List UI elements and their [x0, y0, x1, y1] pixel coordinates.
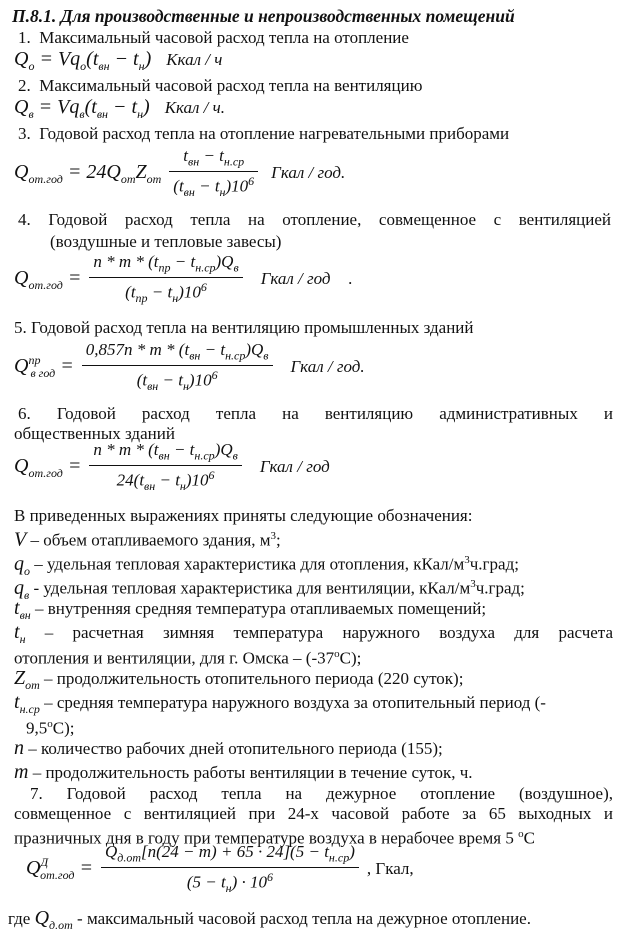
formula-3-unit: Гкал / год.	[271, 162, 346, 182]
formula-1: $Q_o = Vq_o(t_{вн} - t_н)$ Ккал / ч	[14, 48, 223, 73]
item-7-line-1: 7. Годовой расход тепла на дежурное отопление (воздушное),	[30, 784, 613, 803]
def-Zot: $Z_{от}$ – продолжительность отопительного периода (220 суток);	[14, 667, 464, 692]
item-2: 2. Максимальный часовой расход тепла на вентиляцию	[18, 76, 423, 95]
item-1: 1. Максимальный часовой расход тепла на отопление	[18, 28, 409, 47]
formula-3-fraction: $\frac{t_{вн} - t_{н.ср}}{(t_{вн} - t_н)10^6}$	[169, 146, 258, 200]
section-title: П.8.1. Для производственные и непроизводственных помещений	[12, 6, 515, 26]
item-5: 5. Годовой расход тепла на вентиляцию промышленных зданий	[14, 318, 474, 337]
formula-7-unit: , Гкал,	[366, 858, 414, 878]
formula-4-unit: Гкал / год	[260, 268, 331, 288]
def-tnsr-cont: $9,5^оС$);	[26, 718, 75, 738]
notation-intro: В приведенных выражениях приняты следующие обозначения:	[14, 506, 473, 525]
formula-7-fraction: $\frac{Q_{д.от}[n(24 - m) + 65 \cdot 24](5 - t_{н.ср})}{(5 - t_н) \cdot 10^6}$	[101, 842, 359, 896]
item-6-cont: общественных зданий	[14, 424, 175, 443]
formula-1-unit: Ккал / ч	[166, 50, 223, 69]
def-m: m – продолжительность работы вентиляции в течение суток, ч.	[14, 761, 473, 783]
formula-4-fraction: $\frac{n * m * (t_{пр} - t_{н.ср})Q_в}{(t_{пр} - t_н)10^6}$	[89, 252, 242, 306]
def-tvn: $t_{вн}$ – внутренняя средняя температура отапливаемых помещений;	[14, 597, 487, 622]
formula-4: $Q_{от.год}$ = $\frac{n * m * (t_{пр} - t_{н.ср})Q_в}{(t_{пр} - t_н)10^6}$ Гкал / год .	[14, 252, 353, 306]
item-7-line-3: празничных дня в году при температуре воздуха в нерабочее время 5 $^о$С	[14, 828, 535, 848]
item-4-cont: (воздушные и тепловые завесы)	[50, 232, 282, 251]
def-n: n – количество рабочих дней отопительного периода (155);	[14, 737, 443, 759]
formula-5: $Q^{пр}_{в год}$ = $\frac{0,857n * m * (t_{вн} - t_{н.ср})Q_в}{(t_{вн} - t_н)10^6}$ Гкал / год.	[14, 340, 365, 394]
def-tn-cont: отопления и вентиляции, для г. Омска – $(-37^оС)$;	[14, 648, 362, 668]
def-qv: $q_в$ - удельная тепловая характеристика для вентиляции, кКал/$м^3ч.град$;	[14, 576, 525, 602]
def-V: V – объем отапливаемого здания, $м^3$;	[14, 528, 281, 551]
formula-7: $Q^Д_{от.год}$ = $\frac{Q_{д.от}[n(24 - m) + 65 \cdot 24](5 - t_{н.ср})}{(5 - t_н) \cdot 10^6}$ , Гкал,	[26, 842, 414, 896]
formula-6-fraction: $\frac{n * m * (t_{вн} - t_{н.ср})Q_в}{24(t_{вн} - t_н)10^6}$	[89, 440, 242, 494]
def-tn: $t_н$ – расчетная зимняя температура наружного воздуха для расчета	[14, 621, 613, 646]
footer-note: где $Q_{д.от}$ - максимальный часовой расход тепла на дежурное отопление.	[8, 907, 531, 932]
item-4: 4. Годовой расход тепла на отопление, совмещенное с вентиляцией	[18, 210, 611, 229]
formula-2-unit: Ккал / ч.	[164, 98, 226, 117]
def-tnsr: $t_{н.ср}$ – средняя температура наружного воздуха за отопительный период (-	[14, 691, 546, 716]
item-7-line-2: совмещенное с вентиляцией при 24-х часовой работе за 65 выходных и	[14, 804, 613, 823]
formula-3: $Q_{от.год} = 24Q_{от}Z_{от}$ $\frac{t_{вн} - t_{н.ср}}{(t_{вн} - t_н)10^6}$ Гкал / год.	[14, 146, 346, 200]
formula-2: $Q_в = Vq_в(t_{вн} - t_н)$ Ккал / ч.	[14, 96, 226, 121]
def-qo: $q_о$ – удельная тепловая характеристика для отопления, кКал/$м^3ч.град$;	[14, 552, 519, 578]
formula-5-unit: Гкал / год.	[290, 356, 365, 376]
formula-6-unit: Гкал / год	[259, 456, 330, 476]
formula-5-fraction: $\frac{0,857n * m * (t_{вн} - t_{н.ср})Q_в}{(t_{вн} - t_н)10^6}$	[82, 340, 273, 394]
item-3: 3. Годовой расход тепла на отопление нагревательными приборами	[18, 124, 510, 143]
item-6: 6. Годовой расход тепла на вентиляцию административных и	[18, 404, 614, 423]
formula-6: $Q_{от.год}$ = $\frac{n * m * (t_{вн} - t_{н.ср})Q_в}{24(t_{вн} - t_н)10^6}$ Гкал / год	[14, 440, 330, 494]
